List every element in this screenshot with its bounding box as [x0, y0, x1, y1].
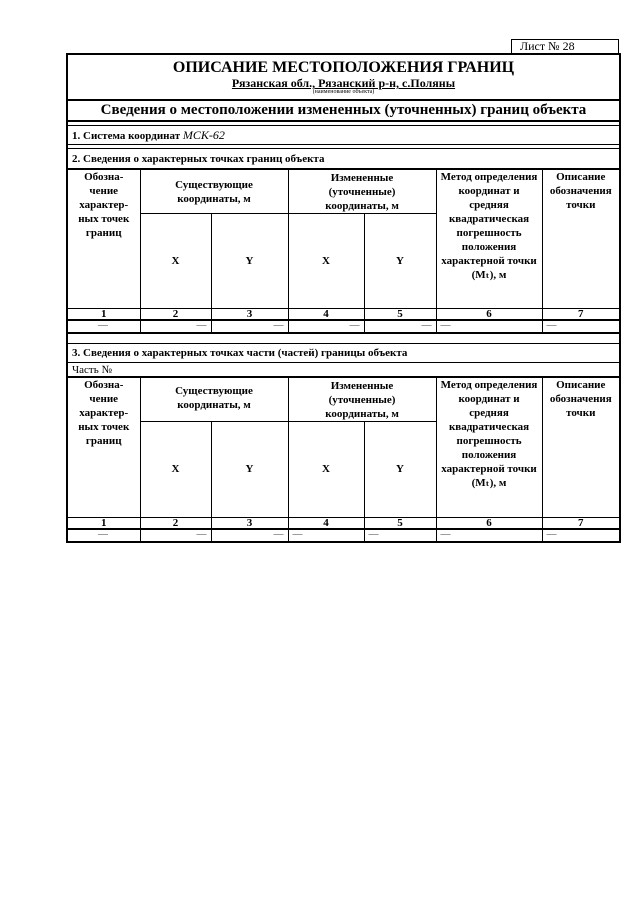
table-cell: —: [288, 320, 364, 332]
table-cell: —: [542, 529, 619, 541]
column-number: 4: [288, 517, 364, 529]
form-subtitle: Сведения о местоположении измененных (уточненных) границ объекта: [68, 101, 619, 122]
table-cell: —: [140, 320, 211, 332]
column-number: 3: [211, 309, 288, 321]
table-cell: —: [211, 320, 288, 332]
column-numbers-row: [68, 309, 619, 321]
header-existing-y: Y: [211, 214, 288, 309]
table-row: [68, 529, 619, 541]
column-number: 5: [364, 309, 436, 321]
header-designation: Обозна-чение характер-ных точек границ: [68, 170, 140, 309]
header-changed-y: Y: [364, 214, 436, 309]
header-existing-coordinates: Существующие координаты, м: [140, 170, 288, 214]
boundary-description-form: [66, 53, 621, 543]
header-existing-x: X: [140, 421, 211, 517]
column-numbers-row: [68, 517, 619, 529]
column-number: 5: [364, 517, 436, 529]
column-number: 7: [542, 517, 619, 529]
section-coordinate-system: [68, 126, 619, 145]
header-changed-x: X: [288, 421, 364, 517]
column-number: 6: [436, 517, 542, 529]
table-cell: —: [211, 529, 288, 541]
column-number: 2: [140, 309, 211, 321]
header-changed-coordinates: Измененные (уточненные) координаты, м: [288, 377, 436, 421]
table-cell: —: [542, 320, 619, 332]
header-method: Метод определения координат и средняя квадратическая погрешность положения характерной точки (Mₜ), м: [436, 170, 542, 309]
column-number: 7: [542, 309, 619, 321]
coordinate-system-value: МСК-62: [182, 128, 225, 142]
table-row: [68, 320, 619, 332]
sheet-number: Лист № 28: [511, 39, 619, 54]
coordinate-system-label: 1. Система координат: [72, 130, 181, 142]
form-title: ОПИСАНИЕ МЕСТОПОЛОЖЕНИЯ ГРАНИЦ: [172, 59, 515, 76]
header-changed-x: X: [288, 214, 364, 309]
column-number: 6: [436, 309, 542, 321]
object-name-caption: (наименование объекта): [312, 89, 375, 95]
header-changed-coordinates: Измененные (уточненные) координаты, м: [288, 170, 436, 214]
header-description: Описание обозначения точки: [542, 170, 619, 309]
table-cell: —: [68, 320, 140, 332]
table-cell: —: [68, 529, 140, 541]
header-existing-y: Y: [211, 421, 288, 517]
column-number: 2: [140, 517, 211, 529]
section-points-heading: 2. Сведения о характерных точках границ объекта: [68, 149, 619, 169]
header-description: Описание обозначения точки: [542, 377, 619, 517]
table-cell: —: [364, 320, 436, 332]
part-points-table: [68, 377, 619, 541]
table-cell: —: [288, 529, 364, 541]
table-cell: —: [436, 529, 542, 541]
header-existing-x: X: [140, 214, 211, 309]
header-method: Метод определения координат и средняя квадратическая погрешность положения характерной точки (Mₜ), м: [436, 377, 542, 517]
column-number: 3: [211, 517, 288, 529]
part-number-label: Часть №: [68, 363, 619, 377]
form-header: [68, 55, 619, 101]
section-part-points-heading: 3. Сведения о характерных точках части (частей) границы объекта: [68, 344, 619, 363]
column-number: 1: [68, 309, 140, 321]
header-existing-coordinates: Существующие координаты, м: [140, 377, 288, 421]
object-name: Рязанская обл., Рязанский р-н, с.Поляны: [231, 76, 456, 90]
table-cell: —: [140, 529, 211, 541]
header-designation: Обозна-чение характер-ных точек границ: [68, 377, 140, 517]
column-number: 1: [68, 517, 140, 529]
header-changed-y: Y: [364, 421, 436, 517]
column-number: 4: [288, 309, 364, 321]
points-table: [68, 169, 619, 333]
spacer-row: [68, 333, 619, 344]
table-cell: —: [436, 320, 542, 332]
table-cell: —: [364, 529, 436, 541]
